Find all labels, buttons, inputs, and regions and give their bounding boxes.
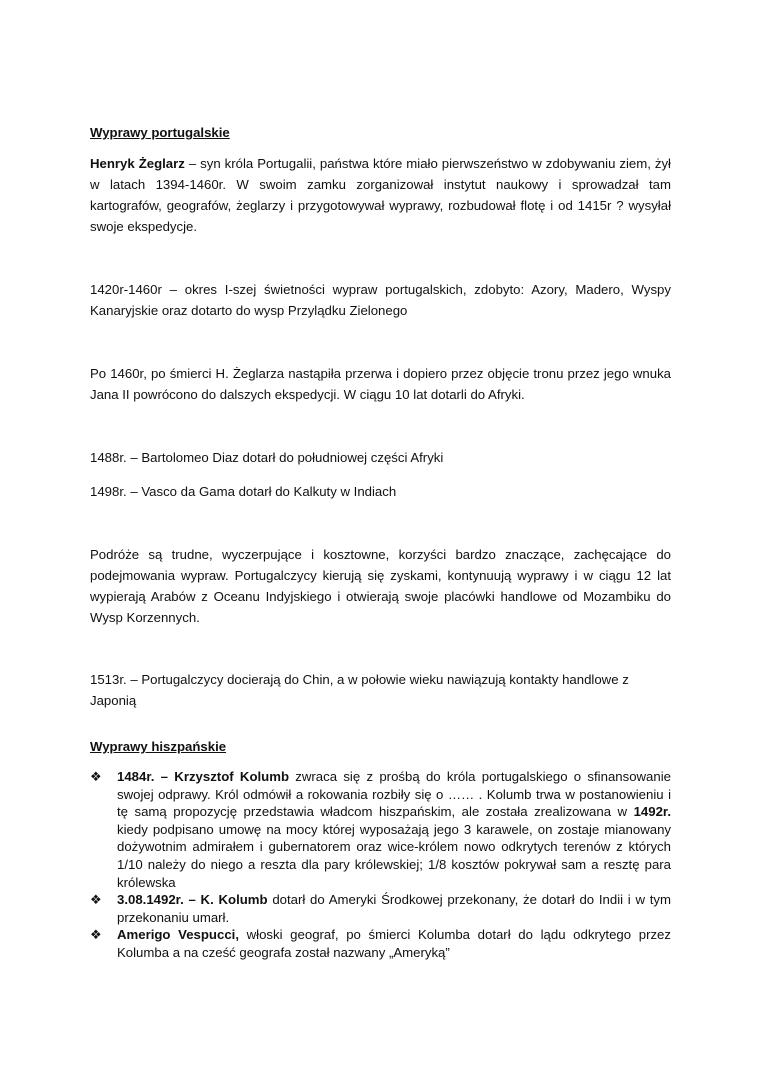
list-item <box>90 891 671 926</box>
paragraph-1498: 1498r. – Vasco da Gama dotarł do Kalkuty w Indiach <box>90 484 397 499</box>
item-lead: 1484r. – Krzysztof Kolumb <box>117 769 290 784</box>
list-item <box>90 926 671 961</box>
paragraph-1513: 1513r. – Portugalczycy docierają do Chin, a w połowie wieku nawiązują kontakty handlowe z Japonią <box>90 672 629 708</box>
henryk-name: Henryk Żeglarz <box>90 156 185 171</box>
henryk-text: – syn króla Portugalii, państwa które miało pierwszeństwo w zdobywaniu ziem, żył w latach 1394-1460r. W swoim zamku zorganizował instytut naukowy i sprowadzał tam kartografów, geografów, żeglarzy i przygotowywał wyprawy, rozbudował flotę i od 1415r ? wysyłał swoje ekspedycje. <box>90 156 671 234</box>
diamond-bullet-icon: ❖ <box>90 892 102 908</box>
paragraph-1420: 1420r-1460r – okres I-szej świetności wypraw portugalskich, zdobyto: Azory, Madero, Wyspy Kanaryjskie oraz dotarto do wysp Przylądku Zielonego <box>90 282 671 318</box>
item-text: dotarł do Ameryki Środkowej przekonany, że dotarł do Indii i w tym przekonaniu umarł. <box>117 892 671 925</box>
item-lead: Amerigo Vespucci, <box>117 927 239 943</box>
item-text-continued: kiedy podpisano umowę na mocy której wyposażają jego 3 karawele, on zostaje mianowany dożywotnim admirałem i gubernatorem oraz wice-królem nowo odkrytych terenów z których 1/10 należy do niego a reszta dla pary królewskiej; 1/8 kosztów pokrywał sam a resztę para królewska <box>117 821 671 890</box>
diamond-bullet-icon: ❖ <box>90 927 102 943</box>
section-heading-portuguese: Wyprawy portugalskie <box>90 125 230 140</box>
section-heading-spanish: Wyprawy hiszpańskie <box>90 739 227 754</box>
item-text: zwraca się z prośbą do króla portugalskiego o sfinansowanie swojej odprawy. Król odmówił a rokowania rozbiły się o …… . Kolumb trwa w postanowieniu i tę samą propozycję przedstawia władcom hiszpańskim, ale została zrealizowana w <box>117 769 671 820</box>
paragraph-1460: Po 1460r, po śmierci H. Żeglarza nastąpiła przerwa i dopiero przez objęcie tronu przez jego wnuka Jana II powrócono do dalszych ekspedycji. W ciągu 10 lat dotarli do Afryki. <box>90 366 671 402</box>
paragraph-travels: Podróże są trudne, wyczerpujące i kosztowne, korzyści bardzo znaczące, zachęcające do podejmowania wypraw. Portugalczycy kierują się zyskami, kontynuują wyprawy i w ciągu 12 lat wypierają Arabów z Oceanu Indyjskiego i otwierają swoje placówki handlowe od Mozambiku do Wysp Korzennych. <box>90 547 671 625</box>
item-lead: 3.08.1492r. – K. Kolumb <box>117 892 268 908</box>
paragraph-henryk <box>90 153 671 237</box>
item-text: włoski geograf, po śmierci Kolumba dotarł do lądu odkrytego przez Kolumba a na cześć geografa został nazwany „Ameryką” <box>117 927 671 960</box>
item-bold-date: 1492r. <box>633 804 671 820</box>
spanish-expeditions-list <box>90 768 671 962</box>
diamond-bullet-icon: ❖ <box>90 769 102 784</box>
list-item <box>90 768 671 891</box>
paragraph-1488: 1488r. – Bartolomeo Diaz dotarł do południowej części Afryki <box>90 450 444 465</box>
